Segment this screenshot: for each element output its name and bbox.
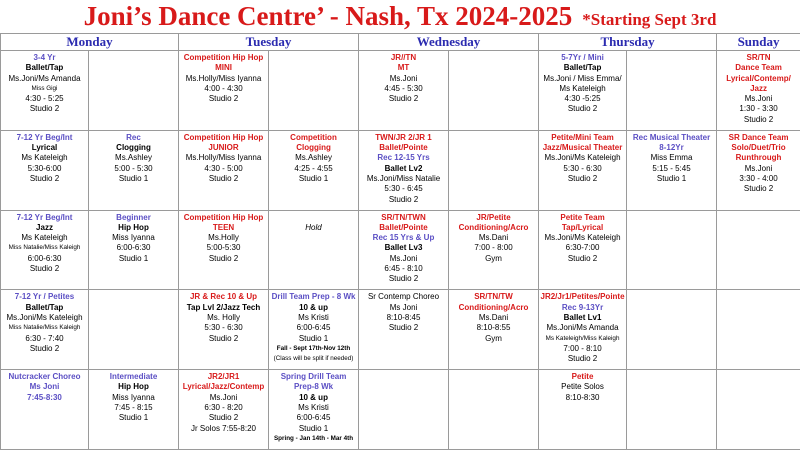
class-slot-line: Studio 2 (388, 274, 419, 284)
class-slot-line: 4:30 - 5:00 (204, 163, 243, 173)
day-header-tuesday: Tuesday (179, 34, 359, 51)
class-slot-line: Rec Musical Theater (632, 132, 711, 142)
class-slot-line: Ms.Joni (389, 73, 418, 83)
class-slot-line: 6:45 - 8:10 (384, 264, 423, 274)
schedule-title (0, 0, 800, 33)
class-slot-line: Petite (571, 372, 594, 382)
class-slot-line: 7-12 Yr Beg/Int (16, 132, 73, 142)
class-slot-line: Studio 2 (208, 173, 239, 183)
empty-slot (717, 370, 800, 450)
class-slot-line: Ms.Holly/Miss Iyanna (185, 73, 262, 83)
class-slot-line: Tap Lvl 2/Jazz Tech (186, 302, 261, 312)
class-slot-line: 6:00-6:45 (296, 323, 331, 333)
class-slot-line: 5-7Yr / Mini (561, 53, 604, 62)
class-slot-line: 4:45 - 5:30 (384, 83, 423, 93)
class-slot-line: Fall - Sept 17th-Nov 12th (276, 344, 351, 352)
class-slot (1, 290, 89, 370)
class-slot-line: Ms.Joni / Miss Emma/ (543, 73, 622, 83)
class-slot-line: 8:10-8:55 (476, 323, 511, 333)
empty-slot (627, 370, 717, 450)
class-slot-line: SR/TN (746, 53, 771, 62)
class-slot-line: Studio 2 (743, 184, 774, 194)
class-slot-line: (Class will be split if needed) (273, 355, 354, 363)
class-slot (627, 130, 717, 210)
class-slot (89, 210, 179, 290)
class-slot (269, 130, 359, 210)
class-slot-line: Rec (126, 132, 141, 142)
class-slot-line: Ms.Joni/Miss Natalie (366, 173, 441, 183)
class-slot-line: Ms Kateleigh (21, 153, 68, 163)
class-slot-line: SR/TN/TW (474, 292, 513, 302)
empty-slot (627, 290, 717, 370)
class-slot (359, 210, 449, 290)
class-slot-line: Studio 1 (298, 423, 329, 433)
class-slot-line: Rec 9-13Yr (561, 302, 604, 312)
class-slot-line: 6:00-6:45 (296, 413, 331, 423)
class-slot-line: Competition (290, 132, 337, 142)
class-slot-line: 3-4 Yr (33, 53, 56, 62)
class-slot-line: Competition Hip Hop (183, 132, 264, 142)
class-slot-line: Gym (485, 253, 502, 263)
empty-slot (627, 210, 717, 290)
class-slot-line: 5:30 - 6:45 (384, 184, 423, 194)
class-slot-line: Miss Iyanna (112, 392, 155, 402)
class-slot-line: SR/TN/TWN (381, 212, 426, 222)
class-slot-line: Ms.Joni/Ms Amanda (546, 323, 619, 333)
class-slot-line: Studio 1 (298, 333, 329, 343)
class-slot-line: MT (397, 63, 410, 73)
class-slot-line: Jr Solos 7:55-8:20 (191, 423, 256, 433)
empty-slot (449, 370, 539, 450)
class-slot-line: Studio 2 (29, 343, 60, 353)
class-slot-line: Ms.Joni (209, 392, 238, 402)
class-slot-line: 6:30-7:00 (565, 243, 600, 253)
class-slot-line: Miss Gigi (31, 84, 58, 92)
class-slot-line: 7-12 Yr / Petites (14, 292, 75, 302)
class-slot-line: 8-12Yr (659, 143, 684, 153)
class-slot-line: Studio 2 (29, 104, 60, 114)
class-slot-line: Ms Kristi (298, 312, 329, 322)
empty-slot (269, 51, 359, 131)
class-slot-line: Ms Joni (389, 302, 418, 312)
empty-slot (717, 210, 800, 290)
class-slot-line: SR Dance Team (728, 132, 789, 142)
class-slot-line: JR2/Jr1/Petites/Pointe (540, 292, 625, 302)
class-slot (717, 51, 800, 131)
class-slot (1, 210, 89, 290)
class-slot-line: Studio 2 (388, 323, 419, 333)
class-slot-line: Ballet Lv2 (384, 163, 423, 173)
class-slot-line: Studio 1 (118, 253, 149, 263)
schedule-row (1, 210, 800, 290)
empty-slot (717, 290, 800, 370)
class-slot-line: Nutcracker Choreo (8, 372, 81, 382)
class-slot (269, 210, 359, 290)
class-slot-line: Studio 2 (743, 114, 774, 124)
class-slot-line: Ms.Holly (208, 233, 239, 243)
class-slot-line: Studio 1 (118, 173, 149, 183)
class-slot-line: 6:30 - 7:40 (25, 333, 64, 343)
class-slot-line: Ms Kateleigh (559, 83, 606, 93)
class-slot-line: Clogging (116, 143, 151, 153)
class-slot-line: 7:00 - 8:10 (563, 343, 602, 353)
class-slot (1, 130, 89, 210)
class-slot-line: Ms.Joni/Ms Kateleigh (6, 312, 83, 322)
day-header-sunday: Sunday (717, 34, 800, 51)
class-slot-line: Ms.Joni/Ms Kateleigh (544, 233, 621, 243)
class-slot-line: Ms.Holly/Miss Iyanna (185, 153, 262, 163)
class-slot-line: 7:45-8:30 (27, 392, 62, 402)
class-slot-line: Rec 15 Yrs & Up (372, 233, 435, 243)
class-slot-line: TWN/JR 2/JR 1 (375, 132, 432, 142)
schedule-row (1, 130, 800, 210)
class-slot-line: 6:00-6:30 (116, 243, 151, 253)
class-slot-line: Ballet Lv1 (563, 312, 602, 322)
class-slot-line: Ms.Joni (389, 253, 418, 263)
class-slot-line: Studio 2 (567, 253, 598, 263)
class-slot-line: Ballet/Tap (563, 63, 602, 73)
class-slot-line: Ballet/Tap (25, 302, 64, 312)
empty-slot (449, 130, 539, 210)
class-slot-line: Studio 2 (567, 354, 598, 364)
class-slot-line: 7-12 Yr Beg/Int (16, 212, 73, 222)
class-slot-line: Studio 2 (29, 264, 60, 274)
class-slot (1, 51, 89, 131)
day-header-row (1, 34, 800, 51)
class-slot-line: Lyrical/Contemp/ (726, 73, 791, 83)
class-slot-line: 4:30 -5:25 (564, 94, 601, 104)
class-slot-line: Runthrough (735, 153, 782, 163)
class-slot-line: Beginner (116, 212, 151, 222)
class-slot (269, 290, 359, 370)
class-slot-line: Ms.Joni (744, 94, 773, 104)
class-slot (449, 210, 539, 290)
empty-slot (89, 51, 179, 131)
class-slot-line: 7:45 - 8:15 (114, 403, 153, 413)
class-slot (359, 51, 449, 131)
class-slot-line: TEEN (212, 222, 235, 232)
schedule-table (0, 33, 800, 450)
class-slot-line: Ballet/Tap (25, 63, 64, 73)
class-slot-line: 5:00 - 5:30 (114, 163, 153, 173)
class-slot (539, 210, 627, 290)
class-slot-line: 10 & up (299, 302, 328, 312)
class-slot-line: Studio 2 (208, 413, 239, 423)
class-slot-line: JUNIOR (208, 143, 239, 153)
class-slot-line: Hip Hop (118, 382, 149, 392)
class-slot-line: Conditioning/Acro (458, 302, 529, 312)
class-slot (539, 290, 627, 370)
class-slot-line: Ms.Joni/Ms Kateleigh (544, 153, 621, 163)
class-slot-line: 3:30 - 4:00 (739, 173, 778, 183)
class-slot-line: Studio 1 (298, 173, 329, 183)
class-slot-line: Studio 2 (567, 173, 598, 183)
class-slot-line: JR & Rec 10 & Up (189, 292, 258, 302)
schedule-row (1, 370, 800, 450)
class-slot-line: Competition Hip Hop (183, 53, 264, 62)
class-slot-line: Ballet/Pointe (379, 222, 428, 232)
class-slot-line: Ms Kateleigh/Miss Kaleigh (545, 334, 620, 342)
class-slot (179, 290, 269, 370)
class-slot (179, 210, 269, 290)
class-slot-line: 4:25 - 4:55 (294, 163, 333, 173)
class-slot-line: MINI (215, 63, 232, 73)
class-slot (539, 51, 627, 131)
class-slot-line: Miss Natalie/Miss Kaleigh (8, 324, 81, 332)
class-slot-line: Hip Hop (118, 222, 149, 232)
class-slot-line: Studio 2 (208, 94, 239, 104)
class-slot-line: Intermediate (109, 372, 158, 382)
class-slot-line: 4:30 - 5:25 (25, 94, 64, 104)
class-slot-line: Ms.Joni (744, 163, 773, 173)
class-slot-line: Ms. Holly (207, 312, 240, 322)
empty-slot (359, 370, 449, 450)
class-slot-line: Rec 12-15 Yrs (377, 153, 430, 163)
class-slot-line: Jazz (750, 83, 767, 93)
class-slot-line: 5:00-5:30 (206, 243, 241, 253)
title-main: Joni’s Dance Centre’ - Nash, Tx 2024-2025 (83, 1, 573, 31)
class-slot-line: Studio 2 (388, 194, 419, 204)
class-slot-line: 8:10-8:30 (565, 392, 600, 402)
class-slot-line: Studio 2 (208, 253, 239, 263)
class-slot-line: Petite Team (560, 212, 605, 222)
class-slot-line: Drill Team Prep - 8 Wk (271, 292, 356, 302)
class-slot-line: Prep-8 Wk (293, 382, 334, 392)
class-slot (179, 51, 269, 131)
class-slot (449, 290, 539, 370)
class-slot-line: Conditioning/Acro (458, 222, 529, 232)
class-slot-line: Competition Hip Hop (183, 212, 264, 222)
class-slot-line: 6:00-6:30 (27, 253, 62, 263)
class-slot-line: Studio 2 (208, 333, 239, 343)
class-slot (539, 130, 627, 210)
class-slot-line: Ms.Dani (478, 312, 509, 322)
class-slot-line: 8:10-8:45 (386, 312, 421, 322)
class-slot-line: Jazz (36, 222, 53, 232)
class-slot-line: Clogging (296, 143, 331, 153)
class-slot (359, 290, 449, 370)
class-slot-line: Ms Kristi (298, 403, 329, 413)
class-slot-line: 5:30-6:00 (27, 163, 62, 173)
class-slot-line: Studio 2 (29, 173, 60, 183)
class-slot-line: Petite Solos (561, 382, 604, 392)
class-slot-line: JR2/JR1 (207, 372, 240, 382)
class-slot-line: Lyrical/Jazz/Contemp (182, 382, 265, 392)
class-slot-line: Petite/Mini Team (551, 132, 614, 142)
class-slot-line: Miss Emma (650, 153, 693, 163)
class-slot-line: 5:15 - 5:45 (652, 163, 691, 173)
class-slot-line: Ms.Ashley (295, 153, 332, 163)
empty-slot (89, 290, 179, 370)
class-slot-line: Solo/Duet/Trio (731, 143, 786, 153)
class-slot-line: Studio 2 (388, 94, 419, 104)
class-slot-line: Ms.Dani (478, 233, 509, 243)
class-slot (359, 130, 449, 210)
class-slot-line: 1:30 - 3:30 (739, 104, 778, 114)
day-header-thursday: Thursday (539, 34, 717, 51)
class-slot-line: 6:30 - 8:20 (204, 403, 243, 413)
class-slot-line: Jazz/Musical Theater (542, 143, 623, 153)
class-slot-line: Gym (485, 333, 502, 343)
class-slot-line: JR/Petite (476, 212, 511, 222)
empty-slot (449, 51, 539, 131)
empty-slot (627, 51, 717, 131)
class-slot-line: Ballet/Pointe (379, 143, 428, 153)
title-start-date: *Starting Sept 3rd (582, 10, 717, 29)
class-slot (1, 370, 89, 450)
class-slot-line: 7:00 - 8:00 (474, 243, 513, 253)
class-slot-line: Sr Contemp Choreo (367, 292, 440, 302)
class-slot-line: Spring - Jan 14th - Mar 4th (273, 434, 354, 442)
class-slot-line: 5:30 - 6:30 (563, 163, 602, 173)
class-slot-line: 5:30 - 6:30 (204, 323, 243, 333)
class-slot (89, 370, 179, 450)
class-slot (269, 370, 359, 450)
day-header-monday: Monday (1, 34, 179, 51)
class-slot-line: Ballet Lv3 (384, 243, 423, 253)
class-slot-line: Lyrical (31, 143, 58, 153)
day-header-wednesday: Wednesday (359, 34, 539, 51)
class-slot-line: Studio 2 (567, 104, 598, 114)
class-slot-line: Ms.Ashley (115, 153, 152, 163)
schedule-body (1, 51, 800, 450)
class-slot-line: Tap/Lyrical (561, 222, 604, 232)
class-slot-line: Miss Natalie/Miss Kaleigh (8, 244, 81, 252)
class-slot-line: Ms Joni (29, 382, 60, 392)
schedule-row (1, 290, 800, 370)
class-slot-line: 10 & up (299, 392, 328, 402)
class-slot-line: Miss Iyanna (112, 233, 155, 243)
class-slot (179, 130, 269, 210)
class-slot (539, 370, 627, 450)
class-slot-line: JR//TN (390, 53, 417, 62)
schedule-row (1, 51, 800, 131)
class-slot (89, 130, 179, 210)
class-slot-line: Hold (305, 222, 322, 232)
class-slot-line: Studio 1 (656, 173, 687, 183)
class-slot-line: Studio 1 (118, 413, 149, 423)
class-slot-line: Dance Team (735, 63, 782, 73)
class-slot (179, 370, 269, 450)
class-slot-line: Spring Drill Team (280, 372, 347, 382)
class-slot-line: Ms Kateleigh (21, 233, 68, 243)
class-slot (717, 130, 800, 210)
class-slot-line: 4:00 - 4:30 (204, 83, 243, 93)
class-slot-line: Ms.Joni/Ms Amanda (8, 73, 81, 83)
